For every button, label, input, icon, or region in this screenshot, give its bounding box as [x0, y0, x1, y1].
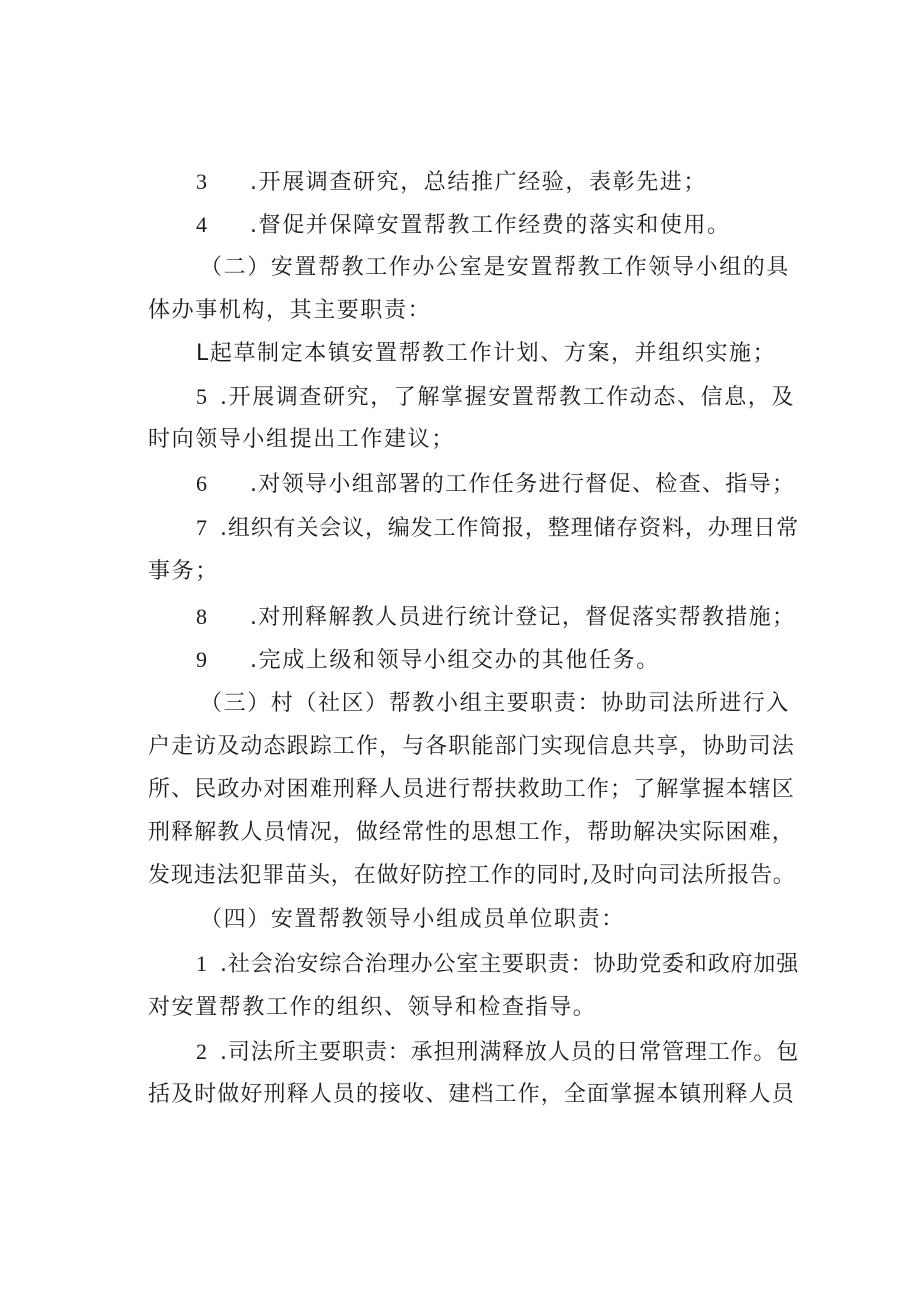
list-item-5-continuation: 时向领导小组提出工作建议； [148, 427, 455, 452]
section-3-line-5: 发现违法犯罪苗头，在做好防控工作的同时,及时向司法所报告。 [148, 863, 796, 888]
section-heading-2-line-1: （二）安置帮教工作办公室是安置帮教工作领导小组的具 [200, 255, 791, 280]
list-item-1: L起草制定本镇安置帮教工作计划、方案，并组织实施； [196, 341, 777, 366]
duty-item-2 [196, 1037, 799, 1068]
list-item-7 [196, 513, 799, 544]
section-3-line-3: 所、民政办对困难刑释人员进行帮扶救助工作；了解掌握本辖区 [148, 777, 795, 802]
list-item-9 [196, 645, 660, 676]
item-text: .社会治安综合治理办公室主要职责：协助党委和政府加强 [220, 952, 800, 977]
item-number: 6 [196, 471, 209, 496]
item-text: .司法所主要职责：承担刑满释放人员的日常管理工作。包 [220, 1040, 800, 1065]
item-text: .开展调查研究，总结推广经验，表彰先进； [250, 170, 707, 195]
section-heading-4: （四）安置帮教领导小组成员单位职责： [200, 907, 625, 932]
duty-item-2-continuation: 括及时做好刑释人员的接收、建档工作，全面掌握本镇刑释人员 [148, 1082, 795, 1107]
section-3-line-2: 户走访及动态跟踪工作，与各职能部门实现信息共享，协助司法 [148, 734, 795, 759]
duty-item-1-continuation: 对安置帮教工作的组织、领导和检查指导。 [148, 995, 597, 1020]
list-item-7-continuation: 事务； [148, 559, 219, 584]
list-item-8 [196, 602, 795, 633]
item-number: 9 [196, 647, 209, 672]
list-item-5 [196, 382, 795, 413]
duty-item-1 [196, 949, 799, 980]
section-heading-2-line-2: 体办事机构，其主要职责： [148, 298, 432, 323]
section-3-line-4: 刑释解教人员情况，做经常性的思想工作，帮助解决实际困难， [148, 820, 795, 845]
section-3-line-1: （三）村（社区）帮教小组主要职责：协助司法所进行入 [200, 691, 791, 716]
item-text: .对刑释解教人员进行统计登记，督促落实帮教措施； [250, 605, 796, 630]
item-number: 3 [196, 169, 209, 194]
item-number: 1 [196, 951, 208, 976]
item-text: .开展调查研究，了解掌握安置帮教工作动态、信息，及 [220, 385, 795, 410]
item-number: 8 [196, 604, 209, 629]
list-item-6 [196, 469, 795, 500]
list-item-3 [196, 167, 707, 198]
item-text: .组织有关会议，编发工作简报，整理储存资料，办理日常 [220, 516, 800, 541]
item-number: 7 [196, 515, 208, 540]
item-number: 4 [196, 212, 209, 237]
item-number: 5 [196, 384, 209, 409]
item-text: .对领导小组部署的工作任务进行督促、检查、指导； [250, 472, 796, 497]
item-text: .完成上级和领导小组交办的其他任务。 [250, 648, 660, 673]
list-item-4 [196, 210, 731, 241]
item-text: .督促并保障安置帮教工作经费的落实和使用。 [250, 213, 731, 238]
item-number: 2 [196, 1039, 208, 1064]
